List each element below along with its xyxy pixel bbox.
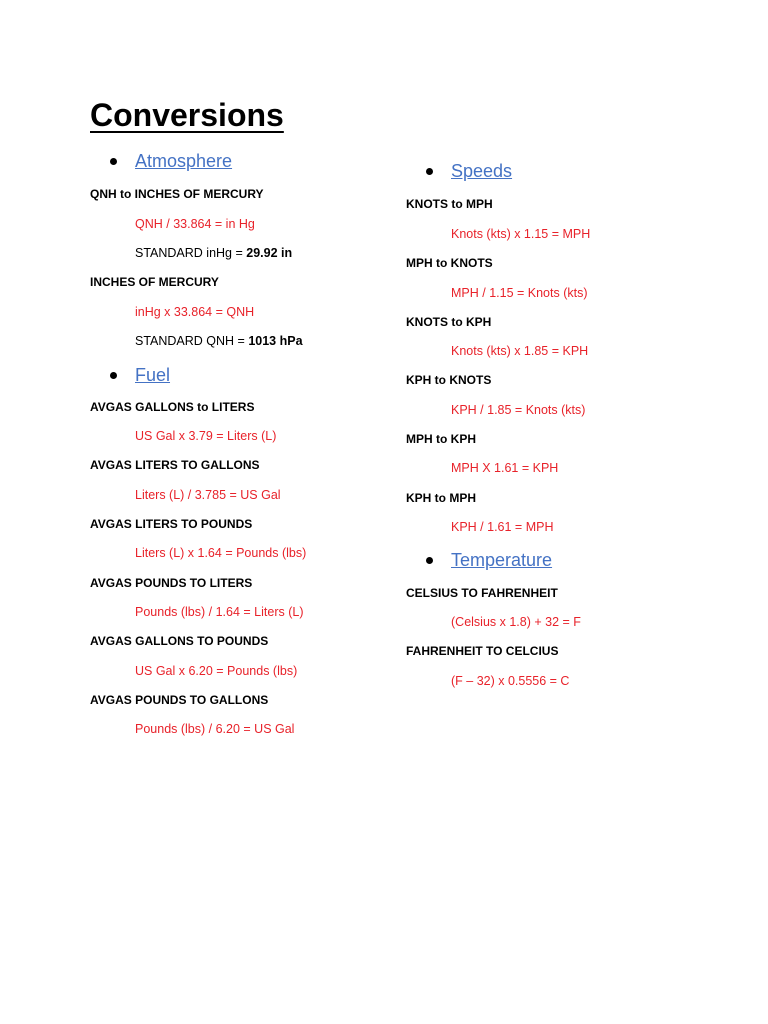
- conversion-formula: Pounds (lbs) / 1.64 = Liters (L): [135, 605, 304, 619]
- conversion-formula: QNH / 33.864 = in Hg: [135, 217, 255, 231]
- conversion-formula: Liters (L) x 1.64 = Pounds (lbs): [135, 546, 307, 560]
- standard-inhg-label: STANDARD inHg =: [135, 246, 247, 260]
- conversion-title: AVGAS POUNDS TO LITERS: [90, 576, 253, 590]
- bullet-icon: [426, 557, 433, 564]
- conversion-title: QNH to INCHES OF MERCURY: [90, 187, 264, 201]
- standard-inhg: [135, 245, 292, 261]
- bullet-icon: [426, 168, 433, 175]
- conversion-title: AVGAS POUNDS TO GALLONS: [90, 693, 269, 707]
- standard-qnh: [135, 333, 303, 349]
- conversion-formula: US Gal x 6.20 = Pounds (lbs): [135, 664, 298, 678]
- section-heading-fuel: Fuel: [135, 365, 171, 385]
- conversion-formula: MPH / 1.15 = Knots (kts): [451, 286, 588, 300]
- bullet-icon: [110, 158, 117, 165]
- conversion-title: CELSIUS TO FAHRENHEIT: [406, 586, 558, 600]
- conversion-title: MPH to KPH: [406, 432, 476, 446]
- conversion-title: KNOTS to MPH: [406, 197, 493, 211]
- conversion-formula: Knots (kts) x 1.85 = KPH: [451, 344, 589, 358]
- conversion-title: KPH to KNOTS: [406, 373, 492, 387]
- conversion-title: MPH to KNOTS: [406, 256, 493, 270]
- conversion-formula: inHg x 33.864 = QNH: [135, 305, 255, 319]
- conversion-formula: US Gal x 3.79 = Liters (L): [135, 429, 277, 443]
- conversion-title: KNOTS to KPH: [406, 315, 492, 329]
- bullet-icon: [110, 372, 117, 379]
- conversion-title: AVGAS LITERS TO GALLONS: [90, 458, 260, 472]
- page-title: Conversions: [90, 97, 284, 133]
- conversion-title: AVGAS GALLONS TO POUNDS: [90, 634, 269, 648]
- conversion-formula: KPH / 1.61 = MPH: [451, 520, 554, 534]
- conversion-title: AVGAS LITERS TO POUNDS: [90, 517, 253, 531]
- conversion-formula: KPH / 1.85 = Knots (kts): [451, 403, 586, 417]
- section-heading-speeds: Speeds: [451, 161, 513, 181]
- conversion-formula: Liters (L) / 3.785 = US Gal: [135, 488, 281, 502]
- conversion-formula: (Celsius x 1.8) + 32 = F: [451, 615, 581, 629]
- conversion-title: INCHES OF MERCURY: [90, 275, 219, 289]
- standard-inhg-value: 29.92 in: [246, 246, 293, 260]
- conversion-formula: Knots (kts) x 1.15 = MPH: [451, 227, 591, 241]
- conversion-formula: (F – 32) x 0.5556 = C: [451, 674, 570, 688]
- standard-qnh-label: STANDARD QNH =: [135, 334, 249, 348]
- conversion-formula: Pounds (lbs) / 6.20 = US Gal: [135, 722, 295, 736]
- conversion-title: AVGAS GALLONS to LITERS: [90, 400, 255, 414]
- conversion-title: FAHRENHEIT TO CELCIUS: [406, 644, 559, 658]
- conversion-formula: MPH X 1.61 = KPH: [451, 461, 559, 475]
- conversion-title: KPH to MPH: [406, 491, 476, 505]
- standard-qnh-value: 1013 hPa: [248, 334, 303, 348]
- section-heading-temperature: Temperature: [451, 550, 553, 570]
- section-heading-atmosphere: Atmosphere: [135, 151, 233, 171]
